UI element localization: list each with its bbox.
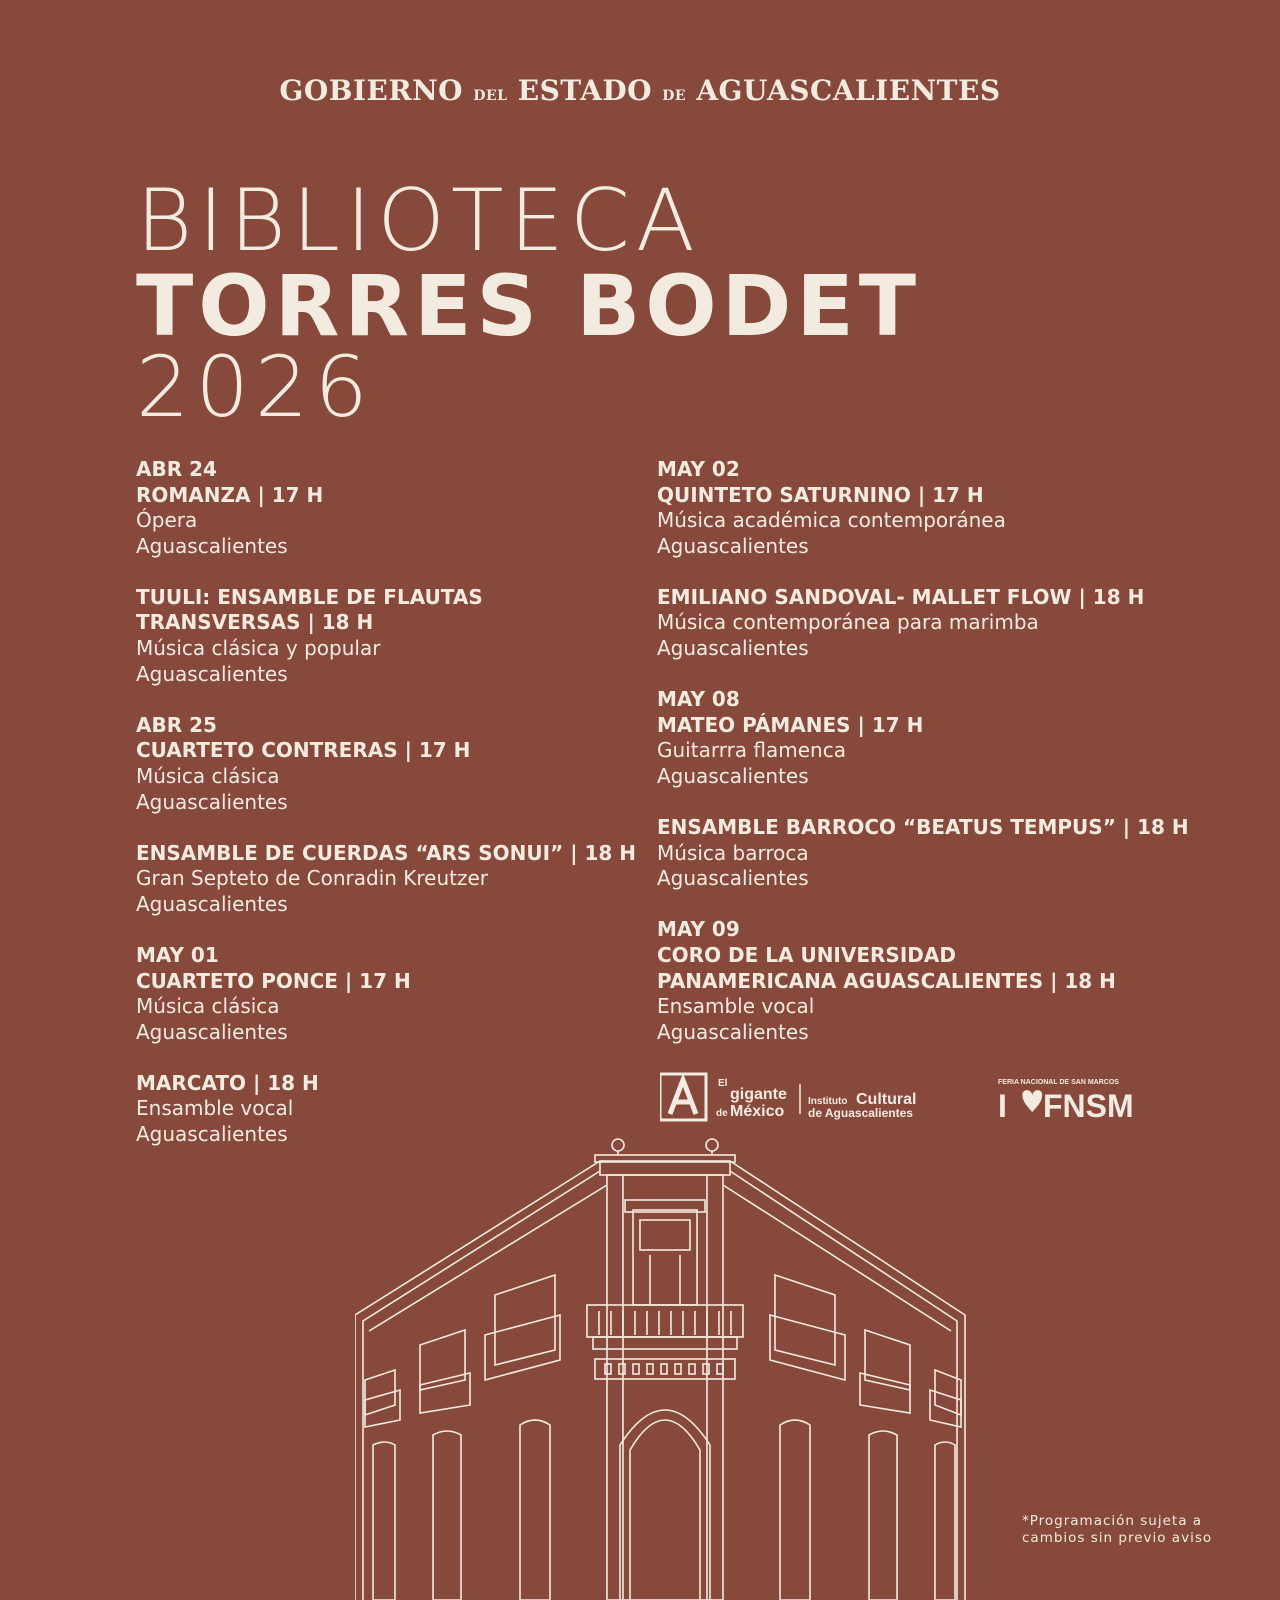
header-aguascalientes: AGUASCALIENTES (696, 74, 1001, 107)
fnsm-feria: FERIA NACIONAL DE SAN MARCOS (998, 1079, 1119, 1086)
fnsm-logo (998, 1079, 1134, 1122)
instituto-word: Instituto (808, 1096, 848, 1107)
heart-icon (1022, 1090, 1042, 1113)
gigante-logo (660, 1074, 787, 1120)
title-torres-bodet: TORRES BODET (136, 257, 922, 355)
building-illustration (355, 1135, 975, 1600)
de-aguascalientes-word: de Aguascalientes (808, 1106, 913, 1120)
event-genre: Gran Septeto de Conradin Kreutzer (136, 866, 489, 891)
event-genre: Música académica contemporánea (657, 508, 1006, 533)
gigante-mexico: México (730, 1103, 785, 1120)
event-ars-sonui (136, 841, 656, 918)
header-gobierno: GOBIERNO (279, 74, 464, 107)
header-estado: ESTADO (517, 74, 652, 107)
event-place: Aguascalientes (657, 763, 809, 788)
title-biblioteca: BIBLIOTECA (136, 171, 701, 271)
event-name: MARCATO | 18 H (136, 1070, 319, 1095)
event-genre: Ópera (136, 508, 198, 533)
event-genre: Ensamble vocal (136, 1096, 294, 1121)
event-coro-up (657, 917, 1237, 1045)
event-date: ABR 24 (136, 457, 217, 481)
event-name: ENSAMBLE BARROCO “BEATUS TEMPUS” | 18 H (657, 815, 1189, 840)
event-genre: Música clásica (136, 994, 280, 1019)
fnsm-i: I (998, 1088, 1007, 1122)
event-genre: Música barroca (657, 840, 809, 865)
gigante-word: gigante (730, 1086, 787, 1103)
cultural-word: Cultural (856, 1091, 917, 1108)
event-mallet-flow (657, 585, 1237, 662)
gigante-de: de (716, 1108, 728, 1119)
event-name: CORO DE LA UNIVERSIDAD (657, 942, 956, 967)
event-place: Aguascalientes (657, 1019, 809, 1044)
event-place: Aguascalientes (136, 891, 288, 916)
title-year: 2026 (136, 338, 374, 436)
schedule-disclaimer (1022, 1513, 1212, 1547)
event-place: Aguascalientes (657, 866, 809, 891)
event-name: CUARTETO CONTRERAS | 17 H (136, 738, 471, 763)
event-date: MAY 09 (657, 917, 740, 942)
event-place: Aguascalientes (136, 1019, 288, 1044)
header-del: DEL (473, 88, 508, 104)
event-date: MAY 01 (136, 942, 219, 967)
note-line-2: cambios sin previo aviso (1022, 1530, 1213, 1546)
event-name: ENSAMBLE DE CUERDAS “ARS SONUI” | 18 H (136, 840, 636, 865)
event-date: MAY 08 (657, 687, 740, 712)
event-place: Aguascalientes (657, 636, 809, 661)
event-genre: Ensamble vocal (657, 994, 815, 1019)
header-de: DE (662, 88, 687, 104)
government-header (0, 74, 1280, 107)
event-mateo-pamanes (657, 687, 1237, 789)
poster-title (136, 171, 922, 436)
event-place: Aguascalientes (136, 661, 288, 686)
event-beatus-tempus (657, 815, 1237, 892)
note-line-1: *Programación sujeta a (1022, 1513, 1203, 1529)
event-place: Aguascalientes (657, 533, 809, 558)
event-name: QUINTETO SATURNINO | 17 H (657, 482, 984, 507)
event-place: Aguascalientes (136, 1121, 288, 1146)
event-name: TUULI: ENSAMBLE DE FLAUTAS (136, 584, 483, 609)
event-genre: Guitarrra flamenca (657, 738, 846, 763)
event-genre: Música contemporánea para marimba (657, 610, 1039, 635)
event-name-cont: TRANSVERSAS | 18 H (136, 610, 374, 635)
left-schedule-column (136, 457, 656, 1173)
fnsm-letters: FNSM (1043, 1088, 1134, 1122)
sponsor-logos (660, 1072, 1180, 1122)
event-cuarteto-ponce (136, 943, 656, 1045)
event-name-cont: PANAMERICANA AGUASCALIENTES | 18 H (657, 968, 1116, 993)
gigante-el: El (718, 1078, 728, 1089)
instituto-cultural-logo (808, 1091, 916, 1120)
event-quinteto-saturnino (657, 457, 1237, 559)
event-cuarteto-contreras (136, 713, 656, 815)
event-name: MATEO PÁMANES | 17 H (657, 712, 924, 737)
event-romanza (136, 457, 656, 559)
event-name: ROMANZA | 17 H (136, 482, 324, 507)
event-name: CUARTETO PONCE | 17 H (136, 968, 411, 993)
event-date: MAY 02 (657, 457, 740, 481)
right-schedule-column (657, 457, 1237, 1071)
event-place: Aguascalientes (136, 789, 288, 814)
event-place: Aguascalientes (136, 533, 288, 558)
event-genre: Música clásica y popular (136, 636, 381, 661)
event-tuuli (136, 585, 656, 687)
event-name: EMILIANO SANDOVAL- MALLET FLOW | 18 H (657, 584, 1145, 609)
event-genre: Música clásica (136, 763, 280, 788)
event-date: ABR 25 (136, 712, 217, 737)
